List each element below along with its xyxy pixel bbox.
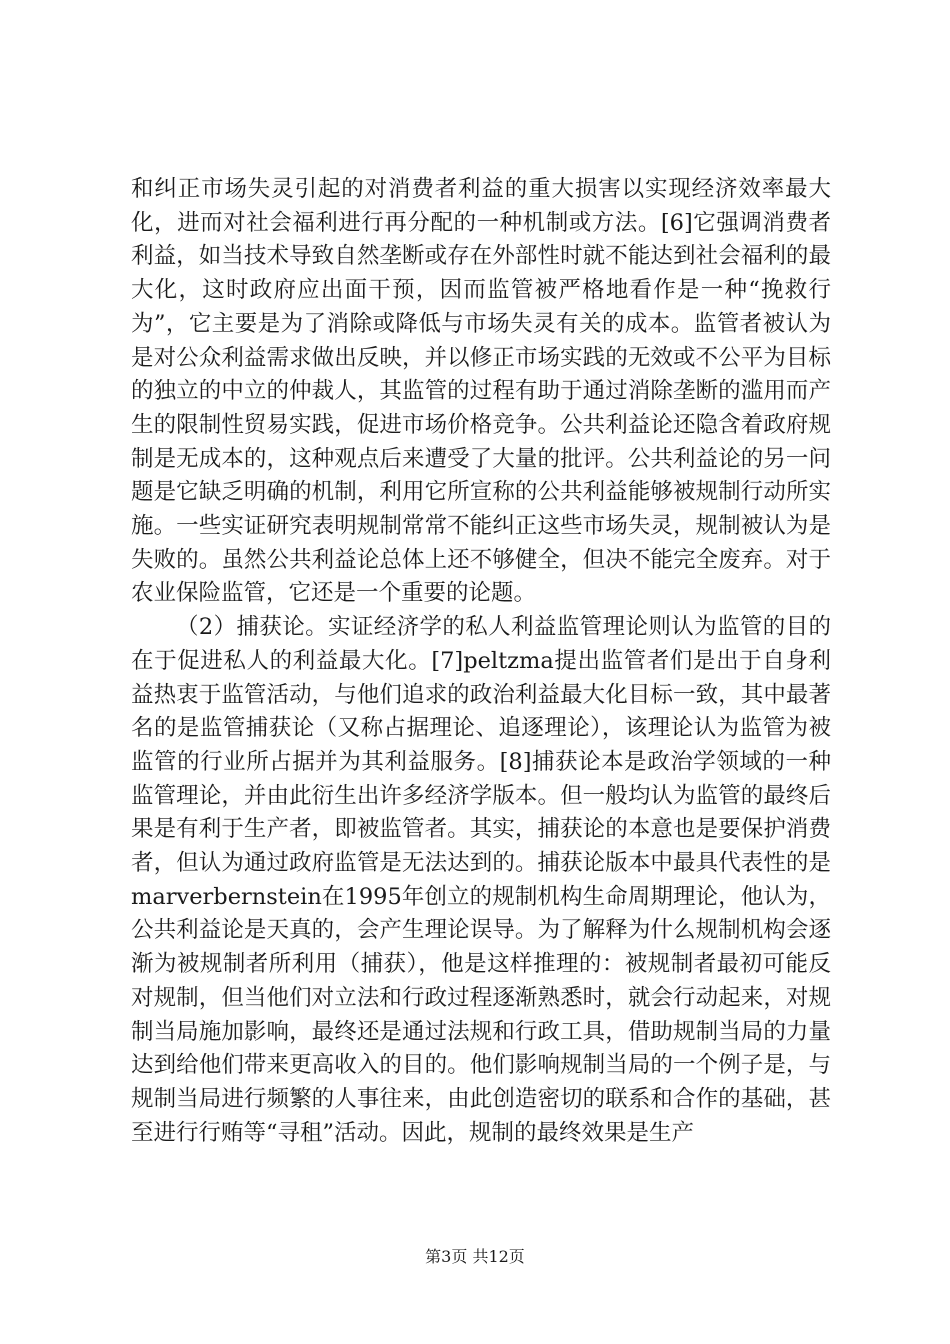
page-footer: 第3页 共12页	[425, 1247, 525, 1266]
paragraph-public-interest: 和纠正市场失灵引起的对消费者利益的重大损害以实现经济效率最大化，进而对社会福利进行再分配的一种机制或方法。[6]它强调消费者利益，如当技术导致自然垄断或存在外部性时就不能达到社会福利的最大化，这时政府应出面干预，因而监管被严格地看作是一种“挽救行为”，它主要是为了消除或降低与市场失灵有关的成本。监管者被认为是对公众利益需求做出反映，并以修正市场实践的无效或不公平为目标的独立的中立的仲裁人，其监管的过程有助于通过消除垄断的滥用而产生的限制性贸易实践，促进市场价格竞争。公共利益论还隐含着政府规制是无成本的，这种观点后来遭受了大量的批评。公共利益论的另一问题是它缺乏明确的机制，利用它所宣称的公共利益能够被规制行动所实施。一些实证研究表明规制常常不能纠正这些市场失灵，规制被认为是失败的。虽然公共利益论总体上还不够健全，但决不能完全废弃。对于农业保险监管，它还是一个重要的论题。	[131, 176, 831, 607]
paragraph-capture-theory: （2）捕获论。实证经济学的私人利益监管理论则认为监管的目的在于促进私人的利益最大化。[7]peltzma提出监管者们是出于自身利益热衷于监管活动，与他们追求的政治利益最大化目标一致，其中最著名的是监管捕获论（又称占据理论、追逐理论），该理论认为监管为被监管的行业所占据并为其利益服务。[8]捕获论本是政治学领域的一种监管理论，并由此衍生出许多经济学版本。但一般均认为监管的最终后果是有利于生产者，即被监管者。其实，捕获论的本意也是要保护消费者，但认为通过政府监管是无法达到的。捕获论版本中最具代表性的是marverbernstein在1995年创立的规制机构生命周期理论，他认为，公共利益论是天真的，会产生理论误导。为了解释为什么规制机构会逐渐为被规制者所利用（捕获），他是这样推理的：被规制者最初可能反对规制，但当他们对立法和行政过程逐渐熟悉时，就会行动起来，对规制当局施加影响，最终还是通过法规和行政工具，借助规制当局的力量达到给他们带来更高收入的目的。他们影响规制当局的一个例子是，与规制当局进行频繁的人事往来，由此创造密切的联系和合作的基础，甚至进行行贿等“寻租”活动。因此，规制的最终效果是生产	[131, 614, 831, 1146]
body-text	[131, 173, 831, 1150]
